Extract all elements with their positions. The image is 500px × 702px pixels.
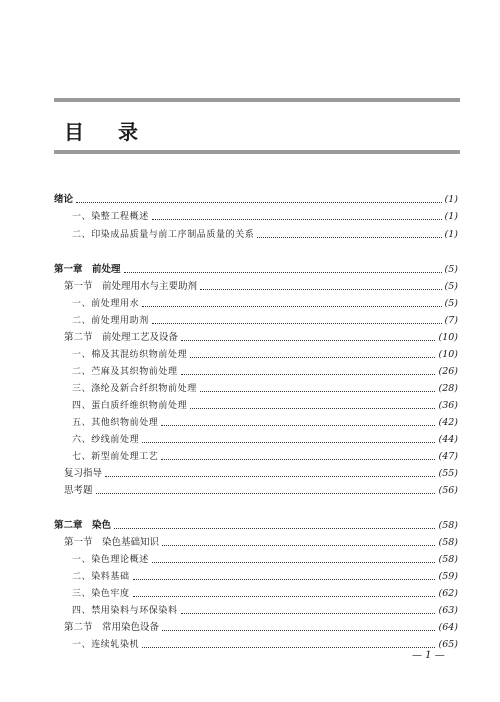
toc-entry-label: 二、前处理用助剂 <box>72 316 149 326</box>
toc-entry-page: (55) <box>438 468 458 479</box>
toc-entry-label: 五、其他织物前处理 <box>72 418 159 428</box>
toc-entry-page: (64) <box>438 622 458 633</box>
toc-entry-page: (26) <box>438 366 458 377</box>
dot-leader <box>162 630 435 631</box>
toc-entry-label: 四、禁用染料与环保染料 <box>72 606 178 616</box>
toc-entry <box>0 432 458 448</box>
toc-entry-label: 六、纱线前处理 <box>72 435 140 445</box>
toc-entry-page: (63) <box>438 605 458 616</box>
toc-entry-label: 一、连续轧染机 <box>72 640 140 650</box>
toc-entry-page: (10) <box>438 349 458 360</box>
dot-leader <box>181 374 436 375</box>
dot-leader <box>114 528 435 529</box>
toc-entry-label: 第一节 染色基础知识 <box>64 537 160 548</box>
toc-entry-page: (1) <box>444 194 458 205</box>
toc-entry-page: (36) <box>438 400 458 411</box>
dot-leader <box>142 647 435 648</box>
toc-entry-page: (10) <box>438 332 458 343</box>
dot-leader <box>161 459 435 460</box>
toc-entry <box>0 192 458 208</box>
dot-leader <box>133 579 436 580</box>
toc-entry <box>0 330 458 346</box>
title-char-2: 录 <box>118 120 138 144</box>
toc-entry <box>0 552 458 568</box>
toc-entry-page: (42) <box>438 417 458 428</box>
toc-entry-page: (1) <box>444 229 458 240</box>
dot-leader <box>257 237 441 238</box>
toc-entry <box>0 569 458 585</box>
toc-entry <box>0 483 458 499</box>
dot-leader <box>152 562 436 563</box>
toc-entry-page: (65) <box>438 639 458 650</box>
toc-entry-page: (56) <box>438 485 458 496</box>
dot-leader <box>162 545 435 546</box>
toc-entry-page: (7) <box>444 315 458 326</box>
toc-entry-page: (1) <box>444 211 458 222</box>
dot-leader <box>190 357 435 358</box>
toc-entry-page: (5) <box>444 281 458 292</box>
dot-leader <box>96 493 436 494</box>
dot-leader <box>190 408 435 409</box>
dot-leader <box>76 202 442 203</box>
toc-entry-label: 三、染色牢度 <box>72 589 130 599</box>
toc-entry-label: 一、染整工程概述 <box>72 212 149 222</box>
toc-entry <box>0 381 458 397</box>
toc-entry-label: 三、涤纶及新合纤织物前处理 <box>72 384 197 394</box>
toc-entry-page: (58) <box>438 537 458 548</box>
title-char-1: 目 <box>64 120 84 144</box>
toc-entry <box>0 209 458 225</box>
toc-entry <box>0 313 458 329</box>
dot-leader <box>200 391 436 392</box>
toc-entry <box>0 227 458 243</box>
toc-entry-label: 绪论 <box>54 194 74 205</box>
dot-leader <box>142 306 441 307</box>
toc-entry-label: 复习指导 <box>64 468 103 479</box>
toc-entry-page: (58) <box>438 554 458 565</box>
toc-entry-label: 一、前处理用水 <box>72 299 140 309</box>
toc-entry-label: 一、染色理论概述 <box>72 555 149 565</box>
toc-entry <box>0 364 458 380</box>
toc-entry-label: 二、印染成品质量与前工序制品质量的关系 <box>72 230 255 240</box>
toc-entry <box>0 535 458 551</box>
toc-entry-label: 七、新型前处理工艺 <box>72 452 159 462</box>
dot-leader <box>105 476 435 477</box>
toc-entry-label: 第二节 前处理工艺及设备 <box>64 332 179 343</box>
dot-leader <box>133 596 436 597</box>
toc-entry-page: (44) <box>438 434 458 445</box>
toc-entry-label: 第一章 前处理 <box>54 264 121 275</box>
toc-entry <box>0 603 458 619</box>
toc-entry-page: (5) <box>444 298 458 309</box>
toc-entry <box>0 398 458 414</box>
dot-leader <box>181 340 435 341</box>
dot-leader <box>161 425 435 426</box>
toc-entry <box>0 518 458 534</box>
toc-entry-label: 第一节 前处理用水与主要助剂 <box>64 281 198 292</box>
toc-entry-label: 思考题 <box>64 485 93 496</box>
toc-entry-label: 第二节 常用染色设备 <box>64 622 160 633</box>
dot-leader <box>152 323 442 324</box>
toc-entry-label: 二、苎麻及其织物前处理 <box>72 367 178 377</box>
toc-entry <box>0 466 458 482</box>
dot-leader <box>181 613 436 614</box>
dot-leader <box>142 442 435 443</box>
toc-entry-label: 四、蛋白质纤维织物前处理 <box>72 401 188 411</box>
toc-entry <box>0 262 458 278</box>
toc-entry <box>0 620 458 636</box>
toc-entry-page: (47) <box>438 451 458 462</box>
toc-entry-label: 二、染料基础 <box>72 572 130 582</box>
toc-entry-page: (58) <box>438 520 458 531</box>
toc-entry <box>0 296 458 312</box>
toc-entry <box>0 637 458 653</box>
dot-leader <box>124 272 442 273</box>
toc-entry <box>0 415 458 431</box>
toc-entry-label: 第二章 染色 <box>54 520 112 531</box>
toc-entry-page: (28) <box>438 383 458 394</box>
toc-entry-page: (5) <box>444 264 458 275</box>
page-folio: — 1 — <box>412 650 445 661</box>
toc-entry <box>0 279 458 295</box>
toc-entry <box>0 347 458 363</box>
toc-entry-label: 一、棉及其混纺织物前处理 <box>72 350 188 360</box>
toc-entry <box>0 586 458 602</box>
dot-leader <box>200 289 442 290</box>
toc-entry-page: (62) <box>438 588 458 599</box>
dot-leader <box>152 219 442 220</box>
toc-entry <box>0 449 458 465</box>
toc-entry-page: (59) <box>438 571 458 582</box>
